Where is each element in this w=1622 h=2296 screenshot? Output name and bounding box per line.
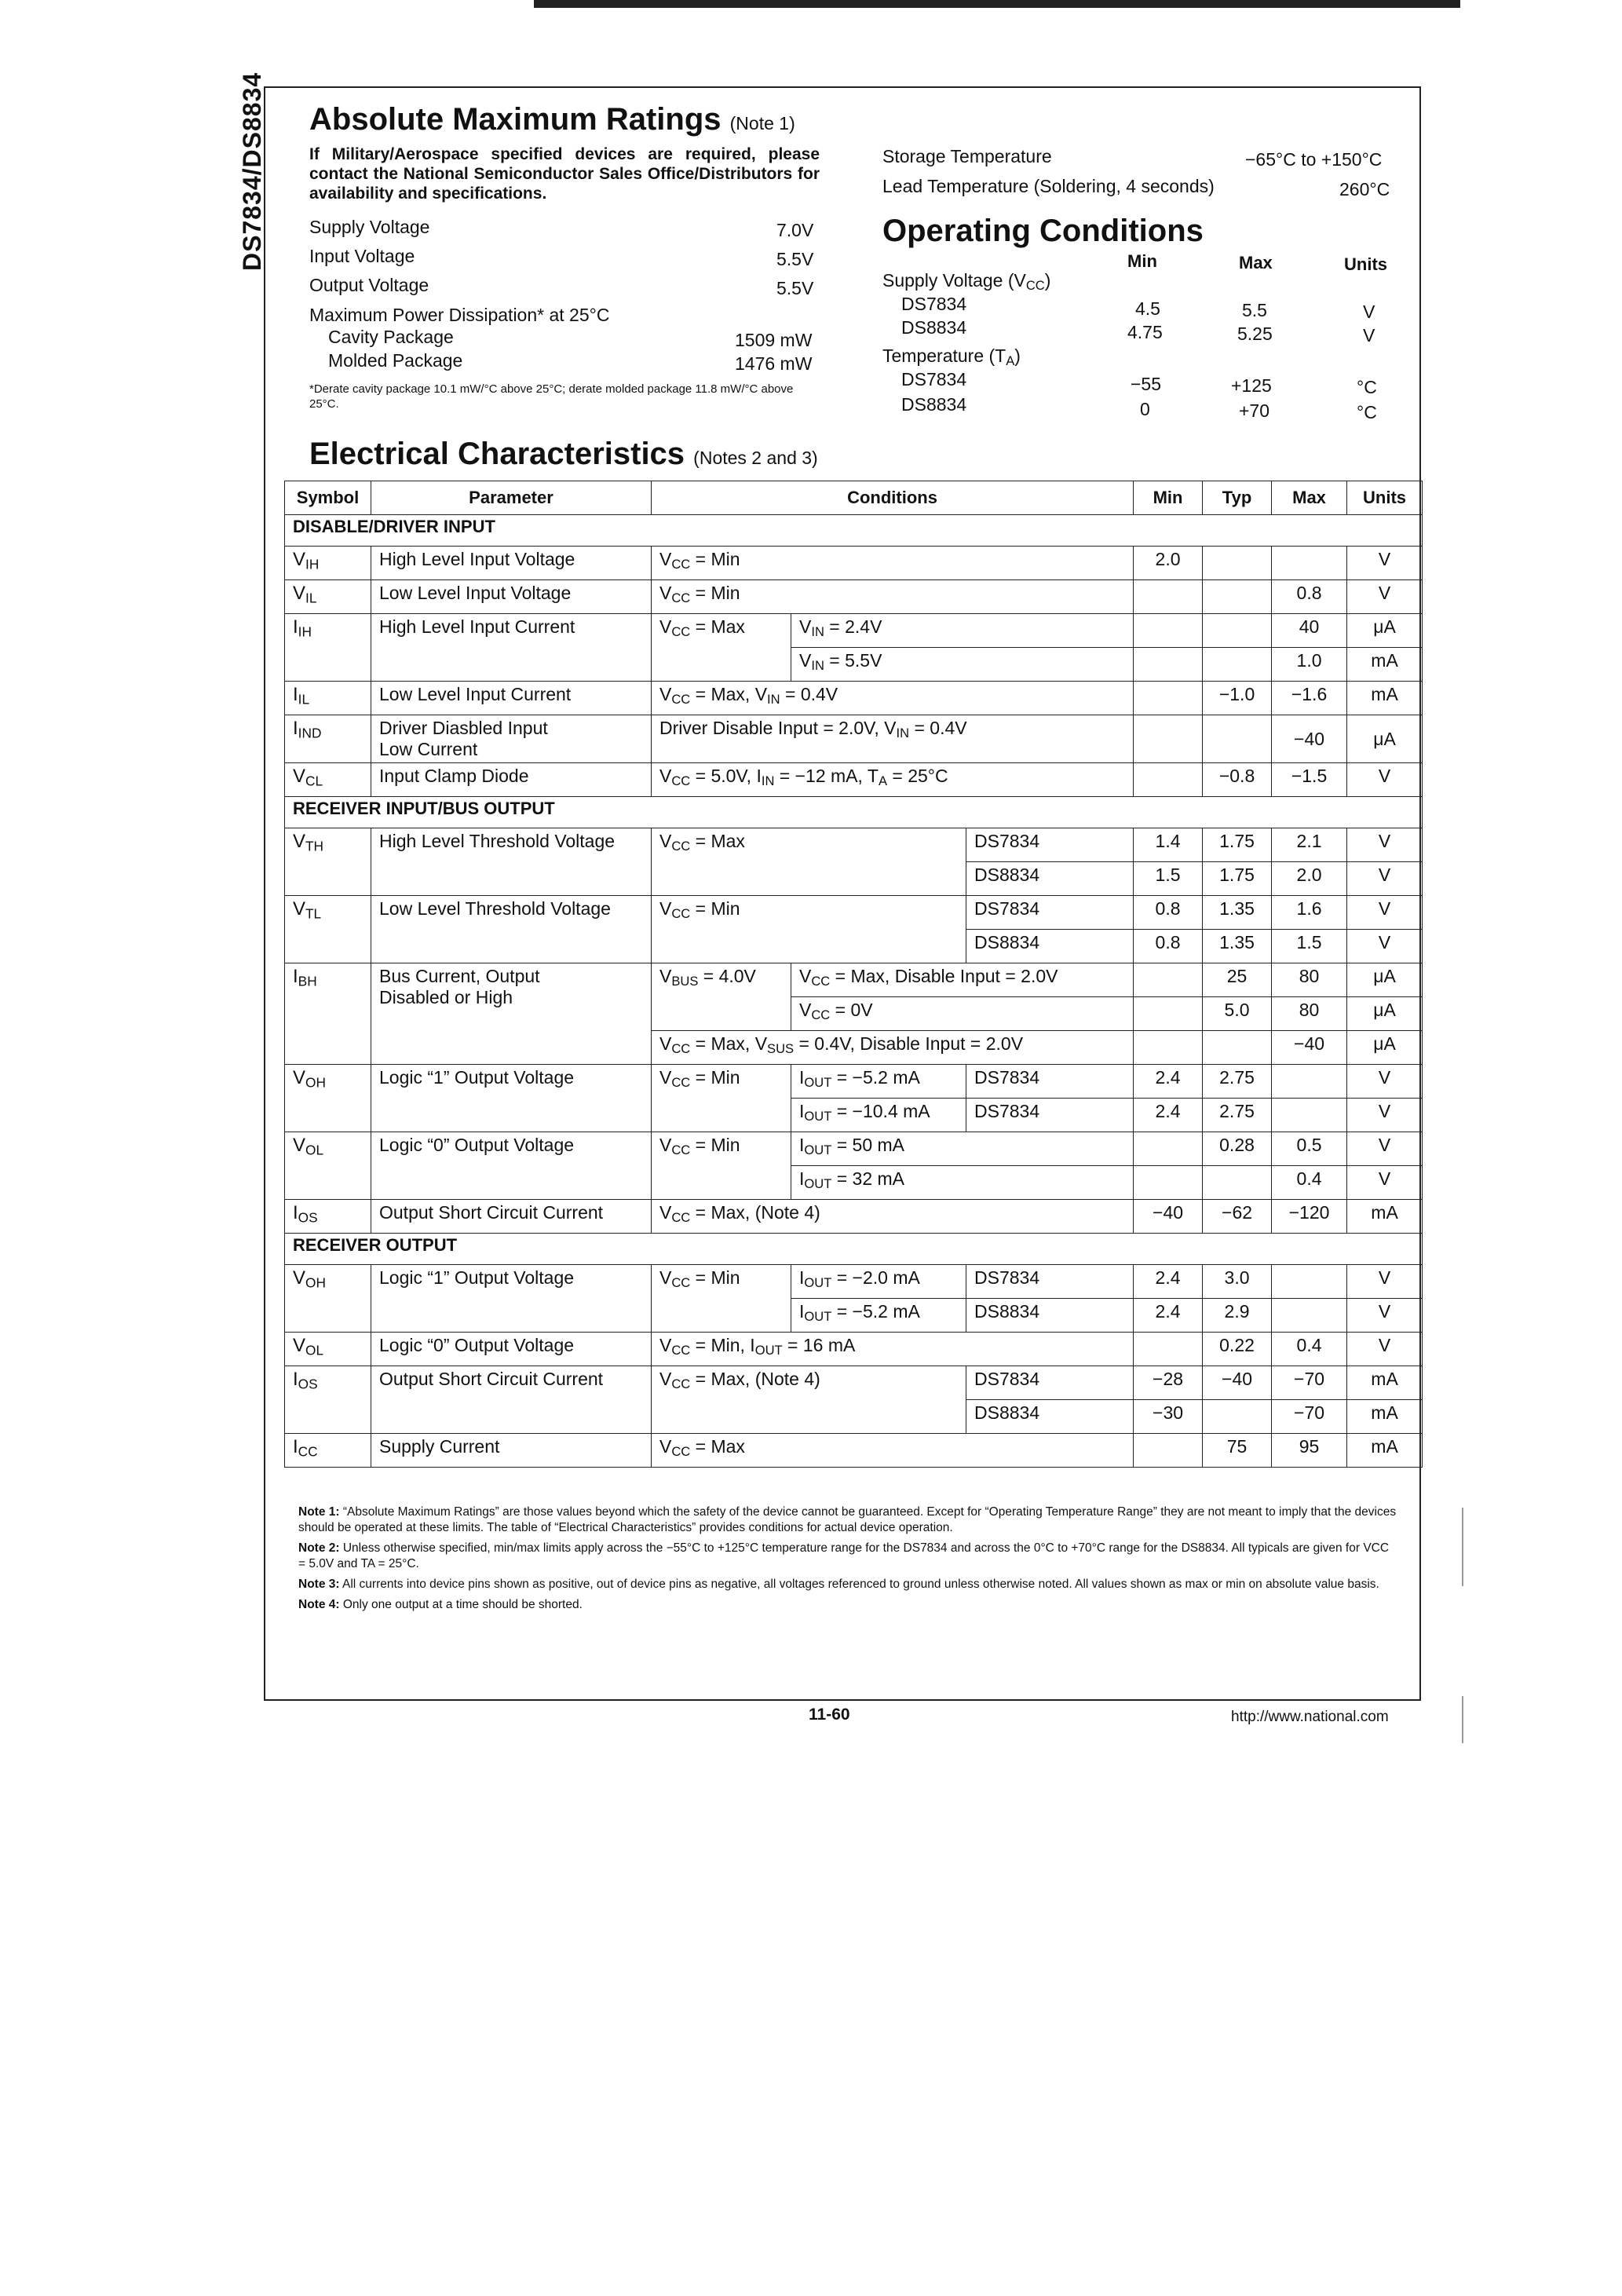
op-cond-min: −55 <box>1131 374 1162 394</box>
max-cell: 40 <box>1272 614 1347 648</box>
typ-cell: −62 <box>1203 1200 1272 1234</box>
max-cell <box>1272 1299 1347 1333</box>
typ-cell: −40 <box>1203 1366 1272 1400</box>
abs-supply-label: Supply Voltage <box>309 217 430 237</box>
units-cell: mA <box>1347 1434 1423 1468</box>
conditions-cell: $V_{BUS} = 4.0V$ <box>652 963 791 1031</box>
section-receiver-input-bus-output: RECEIVER INPUT/BUS OUTPUT <box>285 797 1423 828</box>
symbol-cell: $I_{IND}$ <box>285 715 371 763</box>
typ-cell: −0.8 <box>1203 763 1272 797</box>
device-cell: DS8834 <box>966 1400 1134 1434</box>
units-cell: V <box>1347 1265 1423 1299</box>
conditions-cell: $V_{CC}$ = Min <box>652 896 966 963</box>
units-cell: μA <box>1347 963 1423 997</box>
elec-title-note: (Notes 2 and 3) <box>693 448 818 468</box>
op-cond-min-head: Min <box>1127 251 1157 271</box>
conditions-cell: $V_{CC}$ = Max <box>652 1434 1134 1468</box>
min-cell: −30 <box>1134 1400 1203 1434</box>
device-cell: DS8834 <box>966 930 1134 963</box>
max-cell: 1.0 <box>1272 648 1347 682</box>
op-cond-units: V <box>1363 325 1375 345</box>
table-row <box>285 580 1423 614</box>
units-cell: V <box>1347 1065 1423 1099</box>
op-cond-max-head: Max <box>1239 253 1273 272</box>
min-cell: 0.8 <box>1134 930 1203 963</box>
device-cell: DS7834 <box>966 896 1134 930</box>
section-row <box>285 1234 1423 1265</box>
conditions-cell: $V_{CC}$ = Max <box>652 828 966 896</box>
min-cell: 0.8 <box>1134 896 1203 930</box>
max-cell: 0.4 <box>1272 1166 1347 1200</box>
abs-cavity-value: 1509 mW <box>735 330 813 350</box>
conditions-cell: $V_{CC}$ = Max, $V_{SUS} = 0.4V$, Disable Input = 2.0V <box>652 1031 1134 1065</box>
abs-max-warning: If Military/Aerospace specified devices are required, please contact the National Semiconductor Sales Office/Distributors for availability and specifications. <box>309 145 820 203</box>
units-cell: V <box>1347 580 1423 614</box>
table-row <box>285 1366 1423 1400</box>
storage-temp-value: −65°C to +150°C <box>1245 149 1383 170</box>
op-cond-units-head: Units <box>1344 254 1387 274</box>
max-cell: 2.1 <box>1272 828 1347 862</box>
parameter-cell: Input Clamp Diode <box>371 763 652 797</box>
symbol-cell: $V_{OH}$ <box>285 1065 371 1132</box>
op-cond-title: Operating Conditions <box>882 214 1204 248</box>
header-units: Units <box>1347 481 1423 515</box>
min-cell: 1.4 <box>1134 828 1203 862</box>
table-row <box>285 1200 1423 1234</box>
parameter-cell: Logic “0” Output Voltage <box>371 1132 652 1200</box>
symbol-cell: $I_{OS}$ <box>285 1200 371 1234</box>
parameter-cell: Logic “0” Output Voltage <box>371 1333 652 1366</box>
symbol-cell: $I_{IL}$ <box>285 682 371 715</box>
units-cell: mA <box>1347 1200 1423 1234</box>
abs-max-title-text: Absolute Maximum Ratings <box>309 102 721 137</box>
units-cell: μA <box>1347 1031 1423 1065</box>
note-3: Note 3: All currents into device pins shown as positive, out of device pins as negative, all voltages referenced to ground unless otherwise noted. All values shown as max or min on absolute value basis. <box>298 1578 1379 1591</box>
side-part-label: DS7834/DS8834 <box>238 71 266 271</box>
typ-cell: −1.0 <box>1203 682 1272 715</box>
parameter-cell: Low Level Input Current <box>371 682 652 715</box>
max-cell: −40 <box>1272 715 1347 763</box>
units-cell: V <box>1347 930 1423 963</box>
symbol-cell: $I_{IH}$ <box>285 614 371 682</box>
abs-derate-footnote: *Derate cavity package 10.1 mW/°C above 25°C; derate molded package 11.8 mW/°C above 25°C. <box>309 382 794 411</box>
conditions-cell: $V_{CC}$ = Max, (Note 4) <box>652 1200 1134 1234</box>
table-row <box>285 682 1423 715</box>
table-row <box>285 1065 1423 1099</box>
units-cell: μA <box>1347 614 1423 648</box>
units-cell: V <box>1347 1099 1423 1132</box>
note-1: Note 1: “Absolute Maximum Ratings” are those values beyond which the safety of the device cannot be guaranteed. Except for “Operating Temperature Range” they are not meant to imply that the devices should be operated at these limits. The table of “Electrical Characteristics” provides conditions for actual device operation. <box>298 1505 1397 1534</box>
symbol-cell: $V_{TL}$ <box>285 896 371 963</box>
device-cell: DS7834 <box>966 1099 1134 1132</box>
max-cell: 95 <box>1272 1434 1347 1468</box>
abs-cavity-label: Cavity Package <box>328 327 454 347</box>
min-cell: 2.4 <box>1134 1099 1203 1132</box>
units-cell: V <box>1347 1333 1423 1366</box>
op-cond-units: °C <box>1357 402 1377 422</box>
abs-molded-label: Molded Package <box>328 350 463 371</box>
min-cell <box>1134 1166 1203 1200</box>
units-cell: V <box>1347 763 1423 797</box>
storage-temp-label: Storage Temperature <box>882 146 1052 166</box>
min-cell: −28 <box>1134 1366 1203 1400</box>
table-row <box>285 763 1423 797</box>
units-cell: V <box>1347 1132 1423 1166</box>
max-cell: −70 <box>1272 1400 1347 1434</box>
max-cell: −70 <box>1272 1366 1347 1400</box>
table-row <box>285 1434 1423 1468</box>
units-cell: mA <box>1347 648 1423 682</box>
device-cell: DS7834 <box>966 1265 1134 1299</box>
op-cond-part: DS8834 <box>901 394 967 415</box>
max-cell <box>1272 1065 1347 1099</box>
min-cell <box>1134 614 1203 648</box>
max-cell: 80 <box>1272 997 1347 1031</box>
min-cell <box>1134 1333 1203 1366</box>
typ-cell: 1.35 <box>1203 896 1272 930</box>
typ-cell <box>1203 1166 1272 1200</box>
margin-mark <box>1462 1696 1463 1743</box>
parameter-cell: Logic “1” Output Voltage <box>371 1065 652 1132</box>
conditions-cell: $V_{CC}$ = Min <box>652 1265 791 1333</box>
max-cell: 0.8 <box>1272 580 1347 614</box>
max-cell <box>1272 1265 1347 1299</box>
op-cond-min: 0 <box>1140 399 1150 419</box>
symbol-cell: $V_{CL}$ <box>285 763 371 797</box>
conditions-cell: $V_{CC}$ = Max, (Note 4) <box>652 1366 966 1434</box>
abs-max-title-note: (Note 1) <box>729 113 795 133</box>
conditions-cell: $V_{CC} = 0V$ <box>791 997 1134 1031</box>
symbol-cell: $V_{IH}$ <box>285 547 371 580</box>
typ-cell <box>1203 1400 1272 1434</box>
max-cell: 1.5 <box>1272 930 1347 963</box>
conditions-cell: $V_{IN} = 2.4V$ <box>791 614 1134 648</box>
typ-cell: 2.75 <box>1203 1065 1272 1099</box>
typ-cell: 75 <box>1203 1434 1272 1468</box>
max-cell: 0.4 <box>1272 1333 1347 1366</box>
conditions-cell: $V_{CC}$ = Max, Disable Input = 2.0V <box>791 963 1134 997</box>
table-row <box>285 547 1423 580</box>
op-cond-part: DS7834 <box>901 294 967 314</box>
op-cond-units: V <box>1363 302 1375 322</box>
table-row <box>285 1333 1423 1366</box>
abs-input-value: 5.5V <box>776 249 814 269</box>
footer-url: http://www.national.com <box>1231 1709 1389 1725</box>
abs-max-title <box>309 102 795 137</box>
symbol-cell: $V_{OL}$ <box>285 1333 371 1366</box>
conditions-cell: $V_{CC}$ = Min <box>652 1132 791 1200</box>
table-row <box>285 1132 1423 1166</box>
typ-cell: 2.9 <box>1203 1299 1272 1333</box>
parameter-cell: Low Level Threshold Voltage <box>371 896 652 963</box>
header-symbol: Symbol <box>285 481 371 515</box>
op-cond-units: °C <box>1357 377 1377 397</box>
symbol-cell: $I_{OS}$ <box>285 1366 371 1434</box>
units-cell: V <box>1347 1299 1423 1333</box>
header-typ: Typ <box>1203 481 1272 515</box>
typ-cell <box>1203 547 1272 580</box>
parameter-cell: Driver Diasbled Input Low Current <box>371 715 652 763</box>
conditions-cell: $V_{CC}$ = Min <box>652 547 1134 580</box>
abs-molded-value: 1476 mW <box>735 353 813 374</box>
op-cond-supply-label: Supply Voltage $(V_{CC})$ <box>882 270 1051 294</box>
typ-cell: 1.75 <box>1203 828 1272 862</box>
table-row <box>285 715 1423 763</box>
op-cond-min: 4.75 <box>1127 322 1163 342</box>
min-cell <box>1134 1031 1203 1065</box>
lead-temp-value: 260°C <box>1339 179 1390 199</box>
elec-title <box>309 437 818 472</box>
table-row <box>285 614 1423 648</box>
min-cell <box>1134 1132 1203 1166</box>
device-cell: DS7834 <box>966 1065 1134 1099</box>
units-cell: mA <box>1347 682 1423 715</box>
header-max: Max <box>1272 481 1347 515</box>
abs-input-label: Input Voltage <box>309 246 415 266</box>
parameter-cell: Low Level Input Voltage <box>371 580 652 614</box>
note-2: Note 2: Unless otherwise specified, min/max limits apply across the −55°C to +125°C temperature range for the DS7834 and across the 0°C to +70°C range for the DS8834. All typicals are given for VCC = 5.0V and TA = 25°C. <box>298 1541 1390 1570</box>
abs-output-label: Output Voltage <box>309 275 429 295</box>
top-rule <box>534 0 1460 8</box>
units-cell: V <box>1347 896 1423 930</box>
op-cond-temp-label: Temperature $(T_A)$ <box>882 345 1021 369</box>
units-cell: μA <box>1347 715 1423 763</box>
min-cell: 2.4 <box>1134 1299 1203 1333</box>
min-cell <box>1134 1434 1203 1468</box>
table-header-row <box>285 481 1423 515</box>
parameter-cell: Output Short Circuit Current <box>371 1200 652 1234</box>
device-cell: DS8834 <box>966 862 1134 896</box>
parameter-cell: Output Short Circuit Current <box>371 1366 652 1434</box>
min-cell: 2.4 <box>1134 1265 1203 1299</box>
lead-temp-label: Lead Temperature (Soldering, 4 seconds) <box>882 176 1215 196</box>
parameter-cell: High Level Threshold Voltage <box>371 828 652 896</box>
conditions-cell: $V_{CC}$ = Max, $V_{IN} = 0.4V$ <box>652 682 1134 715</box>
parameter-cell: Bus Current, Output Disabled or High <box>371 963 652 1065</box>
max-cell: −1.5 <box>1272 763 1347 797</box>
note-4: Note 4: Only one output at a time should be shorted. <box>298 1598 583 1611</box>
typ-cell <box>1203 715 1272 763</box>
typ-cell: 0.22 <box>1203 1333 1272 1366</box>
parameter-cell: High Level Input Voltage <box>371 547 652 580</box>
op-cond-max: +125 <box>1231 375 1272 396</box>
op-cond-max: 5.5 <box>1242 300 1267 320</box>
conditions-cell: Driver Disable Input = 2.0V, $V_{IN} = 0.4V$ <box>652 715 1134 763</box>
conditions-cell: $V_{CC}$ = Min <box>652 580 1134 614</box>
min-cell <box>1134 715 1203 763</box>
max-cell: 0.5 <box>1272 1132 1347 1166</box>
typ-cell: 1.75 <box>1203 862 1272 896</box>
op-cond-part: DS8834 <box>901 317 967 338</box>
symbol-cell: $V_{TH}$ <box>285 828 371 896</box>
section-disable-driver-input: DISABLE/DRIVER INPUT <box>285 515 1423 547</box>
device-cell: DS8834 <box>966 1299 1134 1333</box>
typ-cell: 2.75 <box>1203 1099 1272 1132</box>
max-cell <box>1272 1099 1347 1132</box>
conditions-cell: $I_{OUT} = 50$ mA <box>791 1132 1134 1166</box>
elec-title-text: Electrical Characteristics <box>309 437 685 471</box>
section-row <box>285 797 1423 828</box>
margin-mark <box>1462 1508 1463 1586</box>
min-cell: −40 <box>1134 1200 1203 1234</box>
page-number: 11-60 <box>809 1706 850 1724</box>
units-cell: V <box>1347 1166 1423 1200</box>
op-cond-max: +70 <box>1239 400 1270 421</box>
symbol-cell: $V_{OL}$ <box>285 1132 371 1200</box>
typ-cell: 1.35 <box>1203 930 1272 963</box>
typ-cell <box>1203 580 1272 614</box>
conditions-cell: $V_{CC}$ = Max <box>652 614 791 682</box>
typ-cell <box>1203 614 1272 648</box>
units-cell: V <box>1347 862 1423 896</box>
table-row <box>285 896 1423 930</box>
table-row <box>285 828 1423 862</box>
conditions-cell: $I_{OUT} = -5.2$ mA <box>791 1065 966 1099</box>
abs-output-value: 5.5V <box>776 278 814 298</box>
min-cell <box>1134 763 1203 797</box>
min-cell <box>1134 963 1203 997</box>
min-cell: 2.0 <box>1134 547 1203 580</box>
header-min: Min <box>1134 481 1203 515</box>
conditions-cell: $V_{IN} = 5.5V$ <box>791 648 1134 682</box>
device-cell: DS7834 <box>966 828 1134 862</box>
conditions-cell: $I_{OUT} = -10.4$ mA <box>791 1099 966 1132</box>
conditions-cell: $V_{CC}$ = Min <box>652 1065 791 1132</box>
device-cell: DS7834 <box>966 1366 1134 1400</box>
parameter-cell: Logic “1” Output Voltage <box>371 1265 652 1333</box>
max-cell: 80 <box>1272 963 1347 997</box>
op-cond-max: 5.25 <box>1237 324 1273 344</box>
symbol-cell: $V_{IL}$ <box>285 580 371 614</box>
table-row <box>285 1265 1423 1299</box>
conditions-cell: $I_{OUT} = 32$ mA <box>791 1166 1134 1200</box>
units-cell: V <box>1347 828 1423 862</box>
conditions-cell: $I_{OUT} = -2.0$ mA <box>791 1265 966 1299</box>
min-cell <box>1134 682 1203 715</box>
parameter-cell: Supply Current <box>371 1434 652 1468</box>
typ-cell <box>1203 1031 1272 1065</box>
op-cond-part: DS7834 <box>901 369 967 389</box>
conditions-cell: $V_{CC} = 5.0V$, $I_{IN} = -12$ mA, $T_A = 25^\circ C$ <box>652 763 1134 797</box>
header-parameter: Parameter <box>371 481 652 515</box>
notes-section <box>298 1504 1397 1618</box>
table-row <box>285 963 1423 997</box>
max-cell: 2.0 <box>1272 862 1347 896</box>
max-cell: −40 <box>1272 1031 1347 1065</box>
electrical-characteristics-table <box>284 481 1423 1468</box>
typ-cell: 3.0 <box>1203 1265 1272 1299</box>
abs-power-label: Maximum Power Dissipation* at 25°C <box>309 305 610 325</box>
conditions-cell: $I_{OUT} = -5.2$ mA <box>791 1299 966 1333</box>
min-cell <box>1134 648 1203 682</box>
typ-cell: 25 <box>1203 963 1272 997</box>
header-conditions: Conditions <box>652 481 1134 515</box>
min-cell <box>1134 997 1203 1031</box>
units-cell: mA <box>1347 1400 1423 1434</box>
abs-supply-value: 7.0V <box>776 220 814 240</box>
max-cell: −1.6 <box>1272 682 1347 715</box>
typ-cell <box>1203 648 1272 682</box>
units-cell: mA <box>1347 1366 1423 1400</box>
op-cond-min: 4.5 <box>1135 298 1160 319</box>
conditions-cell: $V_{CC}$ = Min, $I_{OUT} = 16$ mA <box>652 1333 1134 1366</box>
symbol-cell: $I_{BH}$ <box>285 963 371 1065</box>
section-receiver-output: RECEIVER OUTPUT <box>285 1234 1423 1265</box>
max-cell: 1.6 <box>1272 896 1347 930</box>
min-cell <box>1134 580 1203 614</box>
max-cell: −120 <box>1272 1200 1347 1234</box>
max-cell <box>1272 547 1347 580</box>
typ-cell: 0.28 <box>1203 1132 1272 1166</box>
typ-cell: 5.0 <box>1203 997 1272 1031</box>
min-cell: 2.4 <box>1134 1065 1203 1099</box>
section-row <box>285 515 1423 547</box>
units-cell: V <box>1347 547 1423 580</box>
symbol-cell: $V_{OH}$ <box>285 1265 371 1333</box>
parameter-cell: High Level Input Current <box>371 614 652 682</box>
min-cell: 1.5 <box>1134 862 1203 896</box>
units-cell: μA <box>1347 997 1423 1031</box>
symbol-cell: $I_{CC}$ <box>285 1434 371 1468</box>
